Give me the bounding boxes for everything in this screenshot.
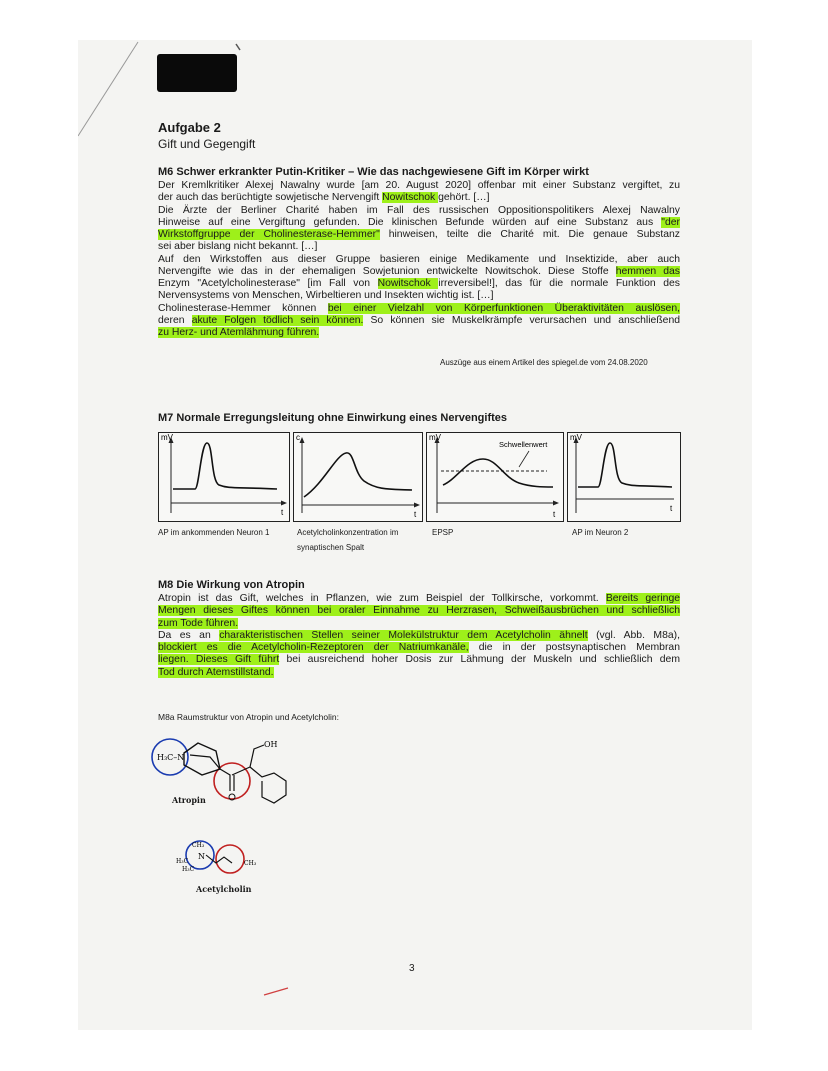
threshold-label: Schwellenwert [499, 440, 548, 449]
highlighted-text: zu Herz- und Atemlähmung führen. [158, 327, 320, 338]
m6-text [158, 180, 680, 339]
m8-line: Da es an charakteristischen Stellen seiner Molekülstruktur dem Acetylcholin ähnelt (vgl. Abb. M8a), [158, 629, 680, 641]
m6-line: sei aber bislang nicht bekannt. […] [158, 241, 318, 253]
atropin-oh: OH [264, 740, 278, 749]
ach-ch3-top: CH₃ [192, 842, 205, 849]
graph-epsp-plot [427, 433, 563, 521]
m8-line [158, 667, 680, 679]
ach-ch3-left: H₃C [176, 858, 189, 865]
m6-line: Der Kremlkritiker Alexej Nawalny wurde [am 20. August 2020] offenbar mit einer Substanz vergiftet, zu [158, 180, 680, 191]
m6-line: der auch das berüchtigte sowjetische Nervengift Nowitschok gehört. […] [158, 192, 490, 204]
m6-line: Enzym "Acetylcholinesterase" [im Fall von Nowitschok irreversibel!], das für die normale Funktion des [158, 278, 680, 289]
m8a-caption: M8a Raumstruktur von Atropin und Acetylcholin: [158, 712, 339, 722]
graph-caption: AP im Neuron 2 [572, 528, 629, 537]
task-subtitle: Gift und Gegengift [158, 137, 256, 151]
atropin-n-group: H₃C–N [157, 753, 185, 762]
graph-ach-concentration-plot [294, 433, 422, 521]
ach-ch3-right: CH₃ [244, 860, 257, 867]
highlighted-text: akute Folgen tödlich sein können. [191, 314, 364, 326]
graph-ap-neuron2 [567, 432, 681, 522]
m8-line: liegen. Dieses Gift führt bei ausreichend hoher Dosis zur Lähmung der Muskeln und schließlich dem [158, 654, 680, 666]
graph-xlabel: t [553, 510, 556, 519]
m7-title: M7 Normale Erregungsleitung ohne Einwirkung eines Nervengiftes [158, 412, 508, 424]
m6-line: Nervengifte wie das in der ehemaligen Sowjetunion entwickelte Nowitschok. Diese Stoffe hemmen das [158, 265, 680, 277]
graph-caption-line2: synaptischen Spalt [297, 543, 365, 552]
m8-text [158, 593, 680, 679]
graph-epsp [426, 432, 564, 522]
highlighted-text: liegen. Dieses Gift führt [158, 654, 280, 666]
graph-ylabel: mV [429, 433, 441, 442]
graph-xlabel: t [414, 510, 417, 519]
graph-caption: EPSP [432, 528, 454, 537]
ach-n: N [198, 852, 205, 861]
highlighted-text: "der [661, 216, 680, 228]
highlighted-text: Wirkstoffgruppe der Cholinesterase-Hemmer" [158, 229, 380, 240]
highlighted-text: hemmen das [615, 265, 680, 277]
red-pen-mark [262, 985, 292, 999]
highlighted-text: Nowitschok [382, 192, 439, 204]
atropin-label: Atropin [172, 795, 206, 805]
acetylcholin-structure [170, 835, 270, 880]
m8-line [158, 618, 680, 630]
m8-line [158, 605, 680, 617]
m6-title: M6 Schwer erkrankter Putin-Kritiker – Wie das nachgewiesene Gift im Körper wirkt [158, 166, 589, 178]
m6-line: Cholinesterase-Hemmer können bei einer Vielzahl von Körperfunktionen Überaktivitäten auslösen, [158, 302, 680, 314]
highlighted-text: zum Tode führen. [158, 617, 239, 629]
m6-line: Hinweise auf eine Vergiftung gefunden. Die klinischen Befunde würden auf eine Substanz aus "der [158, 216, 680, 228]
m6-line: Nervensystems von Menschen, Wirbeltieren und Insekten wichtig ist. […] [158, 290, 494, 302]
ach-ch3-bottom: H₃C [182, 866, 195, 873]
highlighted-text: Mengen dieses Giftes können bei oraler Einnahme zu Herzrasen, Schweißausbrüchen und schließlich [158, 605, 680, 617]
highlighted-text: Bereits geringe [605, 593, 680, 604]
m6-line: Auf den Wirkstoffen aus dieser Gruppe basieren einige Medikamente und Insektizide, aber auch [158, 253, 680, 265]
m6-line: Die Ärzte der Berliner Charité haben im Fall des russischen Oppositionspolitikers Alexej Nawalny [158, 204, 680, 216]
graph-caption: Acetylcholinkonzentration im [297, 528, 399, 537]
highlighted-text: charakteristischen Stellen seiner Molekülstruktur dem Acetylcholin ähnelt [219, 629, 588, 641]
graph-ylabel: mV [161, 433, 173, 442]
graph-xlabel: t [281, 508, 284, 517]
graph-ach-concentration [293, 432, 423, 522]
m8-title: M8 Die Wirkung von Atropin [158, 579, 305, 591]
highlighted-text: blockiert es die Acetylcholin-Rezeptoren der Natriumkanäle, [158, 642, 469, 653]
m6-line: Wirkstoffgruppe der Cholinesterase-Hemmer" hinweisen, teilte die Charité mit. Die genaue Substanz [158, 229, 681, 240]
m6-source: Auszüge aus einem Artikel des spiegel.de vom 24.08.2020 [440, 358, 648, 367]
task-title: Aufgabe 2 [158, 120, 221, 135]
m6-line: deren akute Folgen tödlich sein können. So können sie Muskelkrämpfe verursachen und anschließend [158, 314, 680, 326]
graph-ap-neuron1-plot [159, 433, 289, 521]
highlighted-text: Nowitschok [377, 278, 439, 289]
page-number: 3 [409, 963, 415, 974]
graph-caption: AP im ankommenden Neuron 1 [158, 528, 270, 537]
m8-line: blockiert es die Acetylcholin-Rezeptoren der Natriumkanäle, die in der postsynaptischen Membran [158, 642, 680, 653]
m6-line [158, 327, 680, 339]
graph-xlabel: t [670, 504, 673, 513]
graph-ylabel: c [296, 433, 300, 442]
graph-ap-neuron2-plot [568, 433, 680, 521]
graph-ap-neuron1 [158, 432, 290, 522]
highlighted-text: Tod durch Atemstillstand. [158, 666, 274, 678]
graph-ylabel: mV [570, 433, 582, 442]
m8-line: Atropin ist das Gift, welches in Pflanzen, wie zum Beispiel der Tollkirsche, vorkommt. Bereits geringe [158, 593, 680, 604]
acetylcholin-label: Acetylcholin [196, 884, 252, 894]
highlighted-text: bei einer Vielzahl von Körperfunktionen Überaktivitäten auslösen, [327, 302, 680, 314]
